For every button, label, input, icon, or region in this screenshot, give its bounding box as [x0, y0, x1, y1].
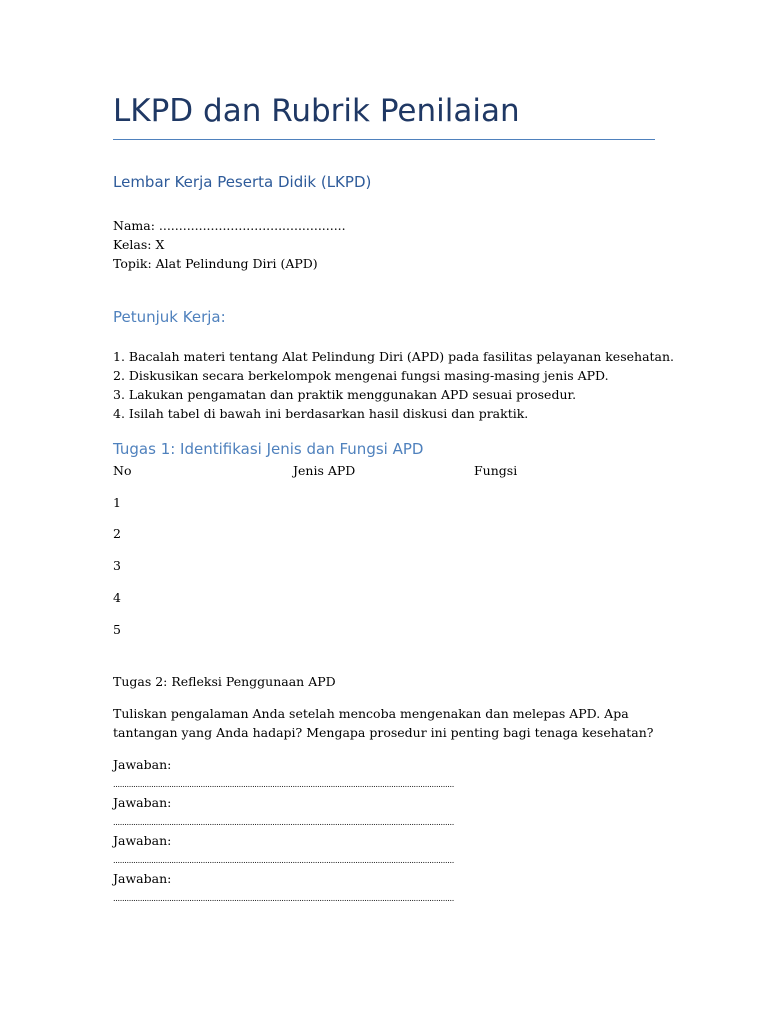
instruction-item: 4. Isilah tabel di bawah ini berdasarkan hasil diskusi dan praktik.	[113, 406, 529, 421]
instructions-heading: Petunjuk Kerja:	[113, 308, 226, 326]
column-header-no: No	[113, 463, 132, 478]
answer-label: Jawaban:	[113, 833, 172, 848]
identity-nama: Nama: ...............................................	[113, 218, 346, 233]
table-row-number: 3	[113, 558, 121, 573]
task2-heading: Tugas 2: Refleksi Penggunaan APD	[113, 674, 336, 689]
answer-label: Jawaban:	[113, 757, 172, 772]
section-title: Lembar Kerja Peserta Didik (LKPD)	[113, 173, 372, 191]
identity-topik: Topik: Alat Pelindung Diri (APD)	[113, 256, 318, 271]
table-row-number: 4	[113, 590, 121, 605]
column-header-jenis-apd: Jenis APD	[293, 463, 356, 478]
identity-kelas: Kelas: X	[113, 237, 165, 252]
answer-line[interactable]: ........................................................................................................................................................	[113, 856, 454, 865]
table-row-number: 2	[113, 526, 121, 541]
answer-line[interactable]: ........................................................................................................................................................	[113, 818, 454, 827]
table-row-number: 5	[113, 622, 121, 637]
task2-prompt: Tuliskan pengalaman Anda setelah mencoba mengenakan dan melepas APD. Apa tantangan yang Anda hadapi? Mengapa prosedur ini penting bagi tenaga kesehatan?	[113, 706, 654, 740]
column-header-fungsi: Fungsi	[474, 463, 518, 478]
instruction-item: 3. Lakukan pengamatan dan praktik menggunakan APD sesuai prosedur.	[113, 387, 577, 402]
answer-label: Jawaban:	[113, 871, 172, 886]
answer-line[interactable]: ........................................................................................................................................................	[113, 780, 454, 789]
title-underline	[113, 139, 655, 140]
instruction-item: 2. Diskusikan secara berkelompok mengenai fungsi masing-masing jenis APD.	[113, 368, 609, 383]
instruction-item: 1. Bacalah materi tentang Alat Pelindung Diri (APD) pada fasilitas pelayanan kesehatan.	[113, 349, 675, 364]
task1-heading: Tugas 1: Identifikasi Jenis dan Fungsi APD	[113, 440, 424, 458]
answer-label: Jawaban:	[113, 795, 172, 810]
table-row-number: 1	[113, 495, 121, 510]
document-title: LKPD dan Rubrik Penilaian	[113, 93, 520, 129]
answer-line[interactable]: ........................................................................................................................................................	[113, 894, 454, 903]
